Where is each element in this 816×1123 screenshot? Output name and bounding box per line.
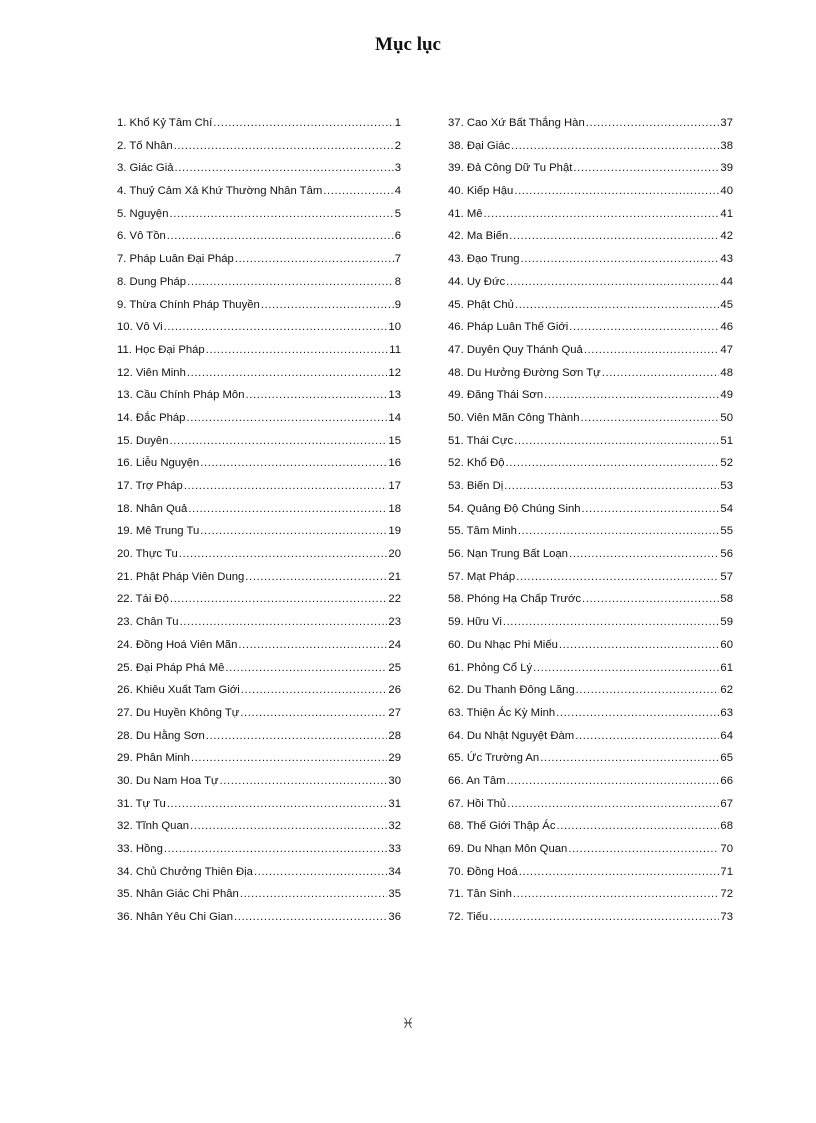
toc-entry-title: 39. Đả Công Dữ Tu Phật xyxy=(448,162,573,175)
toc-entry[interactable] xyxy=(448,593,733,616)
toc-dot-leader xyxy=(240,888,388,900)
toc-dot-leader xyxy=(556,707,719,719)
toc-dot-leader xyxy=(241,684,388,696)
toc-page-number: 55 xyxy=(720,525,733,538)
toc-entry[interactable] xyxy=(448,117,733,140)
toc-entry-title: 68. Thế Giới Thập Ác xyxy=(448,820,556,833)
toc-page-number: 73 xyxy=(720,911,733,924)
toc-dot-leader xyxy=(323,185,393,197)
toc-entry[interactable] xyxy=(448,457,733,480)
toc-entry-title: 52. Khổ Độ xyxy=(448,457,505,470)
toc-entry-title: 8. Dung Pháp xyxy=(117,275,187,288)
toc-entry[interactable] xyxy=(448,616,733,639)
toc-entry-title: 45. Phật Chủ xyxy=(448,298,514,311)
toc-entry-title: 49. Đăng Thái Sơn xyxy=(448,389,544,402)
toc-entry[interactable] xyxy=(117,435,401,458)
toc-entry-title: 63. Thiện Ác Kỳ Minh xyxy=(448,706,556,719)
toc-entry-title: 35. Nhân Giác Chi Phân xyxy=(117,888,239,901)
toc-entry-title: 30. Du Nam Hoa Tự xyxy=(117,774,219,787)
toc-page-number: 54 xyxy=(720,502,733,515)
toc-dot-leader xyxy=(234,911,387,923)
toc-dot-leader xyxy=(200,525,387,537)
toc-page-number: 57 xyxy=(720,570,733,583)
toc-entry-title: 13. Cầu Chính Pháp Môn xyxy=(117,389,245,402)
toc-page-number: 18 xyxy=(388,502,401,515)
toc-dot-leader xyxy=(188,503,387,515)
toc-entry[interactable] xyxy=(117,843,401,866)
toc-entry-title: 21. Phật Pháp Viên Dung xyxy=(117,570,245,583)
toc-dot-leader xyxy=(514,185,719,197)
toc-entry[interactable] xyxy=(117,798,401,821)
toc-entry[interactable] xyxy=(448,730,733,753)
toc-dot-leader xyxy=(187,276,394,288)
toc-entry-title: 26. Khiêu Xuất Tam Giới xyxy=(117,684,240,697)
toc-page-number: 27 xyxy=(388,706,401,719)
toc-entry[interactable] xyxy=(448,321,733,344)
toc-entry[interactable] xyxy=(117,208,401,231)
toc-entry-title: 23. Chân Tu xyxy=(117,616,179,629)
toc-page-number: 10 xyxy=(388,321,401,334)
toc-entry-title: 48. Du Hưởng Đường Sơn Tự xyxy=(448,366,601,379)
toc-entry-title: 24. Đồng Hoá Viên Mãn xyxy=(117,638,238,651)
toc-page-number: 21 xyxy=(388,570,401,583)
toc-entry[interactable] xyxy=(117,367,401,390)
toc-entry-title: 2. Tố Nhân xyxy=(117,139,173,152)
toc-entry-title: 66. An Tâm xyxy=(448,774,506,787)
toc-entry[interactable] xyxy=(448,435,733,458)
toc-page-number: 1 xyxy=(394,117,401,129)
toc-entry-title: 12. Viên Minh xyxy=(117,366,186,379)
toc-page-number: 15 xyxy=(388,434,401,447)
toc-page-number: 56 xyxy=(720,548,733,561)
toc-dot-leader xyxy=(509,230,719,242)
toc-entry[interactable] xyxy=(117,480,401,503)
toc-page-number: 2 xyxy=(394,139,401,152)
toc-dot-leader xyxy=(586,117,720,129)
toc-entry-title: 10. Vô Vi xyxy=(117,321,163,334)
toc-entry[interactable] xyxy=(448,276,733,299)
toc-entry[interactable] xyxy=(448,185,733,208)
toc-page-number: 9 xyxy=(394,298,401,311)
toc-page-number: 7 xyxy=(394,253,401,266)
toc-page-number: 59 xyxy=(720,616,733,629)
toc-entry[interactable] xyxy=(117,707,401,730)
toc-page-number: 3 xyxy=(394,162,401,175)
toc-entry[interactable] xyxy=(117,548,401,571)
toc-entry[interactable] xyxy=(117,389,401,412)
toc-page-number: 62 xyxy=(720,684,733,697)
toc-page-number: 23 xyxy=(388,616,401,629)
toc-entry[interactable] xyxy=(117,117,401,140)
footer-symbol-icon: ♓ xyxy=(401,1016,415,1032)
toc-entry[interactable] xyxy=(117,730,401,753)
toc-dot-leader xyxy=(533,662,719,674)
toc-entry[interactable] xyxy=(117,457,401,480)
toc-page-number: 26 xyxy=(388,684,401,697)
toc-entry[interactable] xyxy=(117,230,401,253)
toc-entry-title: 64. Du Nhật Nguyệt Đàm xyxy=(448,729,575,742)
toc-dot-leader xyxy=(507,775,720,787)
toc-page-number: 8 xyxy=(394,275,401,288)
toc-page-number: 13 xyxy=(388,389,401,402)
toc-page-number: 49 xyxy=(720,389,733,402)
toc-dot-leader xyxy=(261,299,394,311)
toc-dot-leader xyxy=(246,389,388,401)
toc-page-number: 5 xyxy=(394,207,401,220)
toc-dot-leader xyxy=(519,866,720,878)
toc-dot-leader xyxy=(225,662,387,674)
toc-entry-title: 38. Đại Giác xyxy=(448,139,511,152)
toc-page-number: 44 xyxy=(720,275,733,288)
toc-page-number: 58 xyxy=(720,593,733,606)
toc-entry[interactable] xyxy=(448,480,733,503)
toc-dot-leader xyxy=(213,117,393,129)
toc-entry[interactable] xyxy=(117,571,401,594)
toc-entry-title: 67. Hồi Thủ xyxy=(448,797,507,810)
toc-entry[interactable] xyxy=(117,503,401,526)
toc-entry[interactable] xyxy=(448,525,733,548)
toc-dot-leader xyxy=(576,684,720,696)
toc-dot-leader xyxy=(516,571,719,583)
toc-page-number: 41 xyxy=(720,207,733,220)
toc-entry-title: 58. Phóng Hạ Chấp Trước xyxy=(448,593,582,606)
toc-entry-title: 46. Pháp Luân Thế Giới xyxy=(448,321,569,334)
toc-dot-leader xyxy=(515,299,719,311)
toc-entry[interactable] xyxy=(117,185,401,208)
toc-dot-leader xyxy=(170,208,394,220)
toc-entry-title: 15. Duyên xyxy=(117,434,169,447)
toc-entry-title: 54. Quảng Độ Chúng Sinh xyxy=(448,502,581,515)
toc-page-number: 4 xyxy=(394,185,401,198)
toc-page-number: 17 xyxy=(388,480,401,492)
toc-dot-leader xyxy=(170,435,388,447)
toc-page-number: 66 xyxy=(720,774,733,787)
toc-dot-leader xyxy=(164,321,388,333)
toc-page-number: 16 xyxy=(388,457,401,470)
toc-entry[interactable] xyxy=(117,344,401,367)
toc-entry-title: 40. Kiếp Hậu xyxy=(448,185,514,198)
toc-dot-leader xyxy=(240,707,387,719)
toc-entry-title: 31. Tự Tu xyxy=(117,797,166,810)
toc-page-number: 40 xyxy=(720,185,733,198)
toc-column-right xyxy=(448,117,733,934)
toc-page-number: 72 xyxy=(720,888,733,901)
toc-page-number: 29 xyxy=(388,752,401,765)
toc-page-number: 31 xyxy=(388,797,401,810)
toc-dot-leader xyxy=(556,820,719,832)
toc-dot-leader xyxy=(206,344,389,356)
toc-page-number: 71 xyxy=(720,865,733,878)
toc-page-number: 52 xyxy=(720,457,733,470)
toc-entry-title: 69. Du Nhạn Môn Quan xyxy=(448,843,568,855)
toc-dot-leader xyxy=(238,639,387,651)
toc-entry[interactable] xyxy=(448,208,733,231)
toc-dot-leader xyxy=(254,866,387,878)
toc-entry-title: 34. Chủ Chưởng Thiên Địa xyxy=(117,865,253,878)
toc-entry-title: 16. Liễu Nguyện xyxy=(117,457,200,470)
toc-dot-leader xyxy=(170,593,388,605)
toc-page-number: 20 xyxy=(388,548,401,561)
toc-page-number: 22 xyxy=(388,593,401,606)
toc-dot-leader xyxy=(206,730,388,742)
toc-entry-title: 50. Viên Mãn Công Thành xyxy=(448,411,580,424)
toc-column-left xyxy=(117,117,401,934)
toc-page-number: 28 xyxy=(388,729,401,742)
toc-dot-leader xyxy=(573,162,719,174)
toc-page-number: 39 xyxy=(720,162,733,175)
toc-entry-title: 55. Tâm Minh xyxy=(448,525,517,538)
toc-entry-title: 36. Nhân Yêu Chi Gian xyxy=(117,911,233,924)
toc-page-number: 65 xyxy=(720,752,733,765)
toc-entry[interactable] xyxy=(117,525,401,548)
toc-dot-leader xyxy=(235,253,394,265)
toc-entry[interactable] xyxy=(448,503,733,526)
toc-dot-leader xyxy=(584,344,720,356)
toc-entry[interactable] xyxy=(448,412,733,435)
toc-page-number: 64 xyxy=(720,729,733,742)
toc-entry-title: 62. Du Thanh Đông Lăng xyxy=(448,684,575,697)
toc-dot-leader xyxy=(513,888,720,900)
toc-dot-leader xyxy=(568,843,719,855)
toc-dot-leader xyxy=(191,752,388,764)
toc-entry-title: 41. Mê xyxy=(448,207,483,220)
toc-dot-leader xyxy=(582,503,720,515)
toc-entry-title: 1. Khổ Kỷ Tâm Chí xyxy=(117,117,213,129)
toc-page-number: 11 xyxy=(389,343,401,356)
toc-entry-title: 42. Ma Biến xyxy=(448,230,509,243)
toc-entry-title: 72. Tiếu xyxy=(448,911,489,924)
toc-entry[interactable] xyxy=(448,662,733,685)
toc-entry-title: 3. Giác Giả xyxy=(117,162,174,175)
toc-dot-leader xyxy=(167,230,394,242)
toc-dot-leader xyxy=(518,525,720,537)
toc-page-number: 60 xyxy=(720,638,733,651)
toc-page-number: 34 xyxy=(388,865,401,878)
toc-entry-title: 6. Vô Tồn xyxy=(117,230,166,243)
toc-dot-leader xyxy=(200,457,387,469)
toc-dot-leader xyxy=(489,911,719,923)
toc-page-number: 32 xyxy=(388,820,401,833)
toc-dot-leader xyxy=(503,616,720,628)
toc-entry[interactable] xyxy=(448,571,733,594)
toc-entry[interactable] xyxy=(448,367,733,390)
toc-dot-leader xyxy=(569,548,719,560)
toc-entry[interactable] xyxy=(117,299,401,322)
toc-entry[interactable] xyxy=(448,299,733,322)
toc-entry-title: 60. Du Nhạc Phi Miếu xyxy=(448,638,558,651)
toc-entry-title: 71. Tân Sinh xyxy=(448,888,512,901)
toc-page-number: 38 xyxy=(720,139,733,152)
toc-entry-title: 59. Hữu Vi xyxy=(448,616,502,629)
toc-page-number: 51 xyxy=(720,434,733,447)
toc-page-number: 35 xyxy=(388,888,401,901)
toc-entry[interactable] xyxy=(448,230,733,253)
toc-dot-leader xyxy=(580,412,719,424)
toc-page-number: 12 xyxy=(388,366,401,379)
toc-dot-leader xyxy=(175,162,394,174)
toc-entry[interactable] xyxy=(117,752,401,775)
toc-entry[interactable] xyxy=(448,707,733,730)
toc-entry[interactable] xyxy=(117,911,401,934)
toc-entry-title: 7. Pháp Luân Đại Pháp xyxy=(117,253,234,266)
toc-entry-title: 29. Phân Minh xyxy=(117,752,190,765)
toc-dot-leader xyxy=(521,253,720,265)
toc-entry[interactable] xyxy=(448,253,733,276)
toc-dot-leader xyxy=(167,798,388,810)
toc-entry[interactable] xyxy=(117,616,401,639)
toc-page-number: 46 xyxy=(720,321,733,334)
toc-dot-leader xyxy=(504,480,719,492)
toc-page-number: 19 xyxy=(388,525,401,538)
toc-dot-leader xyxy=(507,798,719,810)
toc-dot-leader xyxy=(514,435,719,447)
toc-entry[interactable] xyxy=(117,276,401,299)
toc-dot-leader xyxy=(544,389,719,401)
toc-entry-title: 25. Đại Pháp Phá Mê xyxy=(117,661,225,674)
toc-dot-leader xyxy=(506,276,719,288)
toc-page-number: 36 xyxy=(388,911,401,924)
toc-dot-leader xyxy=(245,571,387,583)
toc-entry-title: 28. Du Hằng Sơn xyxy=(117,729,205,742)
toc-page-number: 14 xyxy=(388,411,401,424)
toc-dot-leader xyxy=(569,321,719,333)
toc-entry[interactable] xyxy=(117,866,401,889)
toc-entry-title: 33. Hồng xyxy=(117,843,163,855)
toc-entry-title: 70. Đồng Hoá xyxy=(448,865,518,878)
toc-dot-leader xyxy=(179,548,388,560)
toc-entry-title: 51. Thái Cực xyxy=(448,434,514,447)
toc-entry[interactable] xyxy=(117,662,401,685)
toc-dot-leader xyxy=(582,593,719,605)
toc-entry[interactable] xyxy=(117,593,401,616)
toc-entry[interactable] xyxy=(448,866,733,889)
toc-dot-leader xyxy=(540,752,719,764)
toc-entry[interactable] xyxy=(448,162,733,185)
toc-dot-leader xyxy=(511,140,719,152)
toc-entry-title: 27. Du Huyền Không Tự xyxy=(117,706,240,719)
toc-entry-title: 32. Tĩnh Quan xyxy=(117,820,190,833)
toc-entry[interactable] xyxy=(117,820,401,843)
toc-entry-title: 18. Nhân Quả xyxy=(117,502,188,515)
toc-entry-title: 17. Trợ Pháp xyxy=(117,480,183,492)
toc-dot-leader xyxy=(164,843,388,855)
toc-dot-leader xyxy=(190,820,387,832)
toc-entry[interactable] xyxy=(117,140,401,163)
toc-entry[interactable] xyxy=(117,253,401,276)
toc-page-number: 47 xyxy=(720,343,733,356)
toc-entry-title: 11. Học Đại Pháp xyxy=(117,343,205,356)
toc-dot-leader xyxy=(559,639,720,651)
toc-entry[interactable] xyxy=(117,639,401,662)
toc-dot-leader xyxy=(220,775,388,787)
toc-entry[interactable] xyxy=(448,639,733,662)
toc-entry[interactable] xyxy=(117,888,401,911)
page-title: Mục lục xyxy=(375,34,441,55)
toc-entry[interactable] xyxy=(117,775,401,798)
toc-page-number: 6 xyxy=(394,230,401,243)
toc-entry[interactable] xyxy=(117,321,401,344)
toc-page-number: 43 xyxy=(720,253,733,266)
toc-page-number: 42 xyxy=(720,230,733,243)
toc-dot-leader xyxy=(575,730,719,742)
toc-page-number: 37 xyxy=(720,117,733,129)
toc-entry[interactable] xyxy=(448,684,733,707)
toc-dot-leader xyxy=(180,616,388,628)
toc-dot-leader xyxy=(187,367,388,379)
toc-entry[interactable] xyxy=(117,162,401,185)
toc-entry-title: 20. Thực Tu xyxy=(117,548,178,561)
toc-page-number: 67 xyxy=(720,797,733,810)
toc-page-number: 53 xyxy=(720,480,733,492)
toc-entry[interactable] xyxy=(117,412,401,435)
toc-entry-title: 61. Phỏng Cổ Lý xyxy=(448,661,533,674)
toc-page-number: 45 xyxy=(720,298,733,311)
toc-entry[interactable] xyxy=(448,548,733,571)
toc-entry[interactable] xyxy=(448,775,733,798)
toc-entry-title: 53. Biến Dị xyxy=(448,480,504,492)
toc-page-number: 24 xyxy=(388,638,401,651)
toc-entry-title: 4. Thuỷ Cảm Xả Khứ Thường Nhân Tâm xyxy=(117,185,323,198)
toc-dot-leader xyxy=(602,367,720,379)
toc-entry-title: 47. Duyên Quy Thánh Quả xyxy=(448,343,583,356)
toc-entry-title: 19. Mê Trung Tu xyxy=(117,525,200,538)
toc-dot-leader xyxy=(174,140,394,152)
toc-entry-title: 14. Đắc Pháp xyxy=(117,411,186,424)
toc-page-number: 25 xyxy=(388,661,401,674)
toc-dot-leader xyxy=(484,208,720,220)
toc-entry[interactable] xyxy=(448,820,733,843)
toc-dot-leader xyxy=(506,457,720,469)
toc-entry[interactable] xyxy=(448,798,733,821)
toc-entry[interactable] xyxy=(448,752,733,775)
toc-entry-title: 22. Tái Độ xyxy=(117,593,169,606)
toc-entry-title: 56. Nạn Trung Bất Loạn xyxy=(448,548,568,561)
toc-entry[interactable] xyxy=(448,888,733,911)
toc-page-number: 48 xyxy=(720,366,733,379)
toc-entry[interactable] xyxy=(448,344,733,367)
toc-page-number: 70 xyxy=(720,843,733,855)
toc-entry-title: 43. Đạo Trung xyxy=(448,253,520,266)
toc-entry[interactable] xyxy=(117,684,401,707)
toc-page-number: 63 xyxy=(720,706,733,719)
toc-entry-title: 65. Ức Trường An xyxy=(448,752,540,765)
toc-page-number: 33 xyxy=(388,843,401,855)
toc-page-number: 30 xyxy=(388,774,401,787)
toc-entry-title: 57. Mạt Pháp xyxy=(448,570,516,583)
toc-entry-title: 9. Thừa Chính Pháp Thuyền xyxy=(117,298,260,311)
toc-entry[interactable] xyxy=(448,843,733,866)
toc-page-number: 61 xyxy=(720,661,733,674)
toc-page-number: 68 xyxy=(720,820,733,833)
toc-page-number: 50 xyxy=(720,411,733,424)
toc-dot-leader xyxy=(184,480,388,492)
toc-dot-leader xyxy=(186,412,387,424)
toc-entry[interactable] xyxy=(448,911,733,934)
toc-entry-title: 37. Cao Xứ Bất Thắng Hàn xyxy=(448,117,585,129)
toc-entry-title: 44. Uy Đức xyxy=(448,275,506,288)
toc-entry-title: 5. Nguyện xyxy=(117,207,169,220)
toc-entry[interactable] xyxy=(448,389,733,412)
toc-entry[interactable] xyxy=(448,140,733,163)
